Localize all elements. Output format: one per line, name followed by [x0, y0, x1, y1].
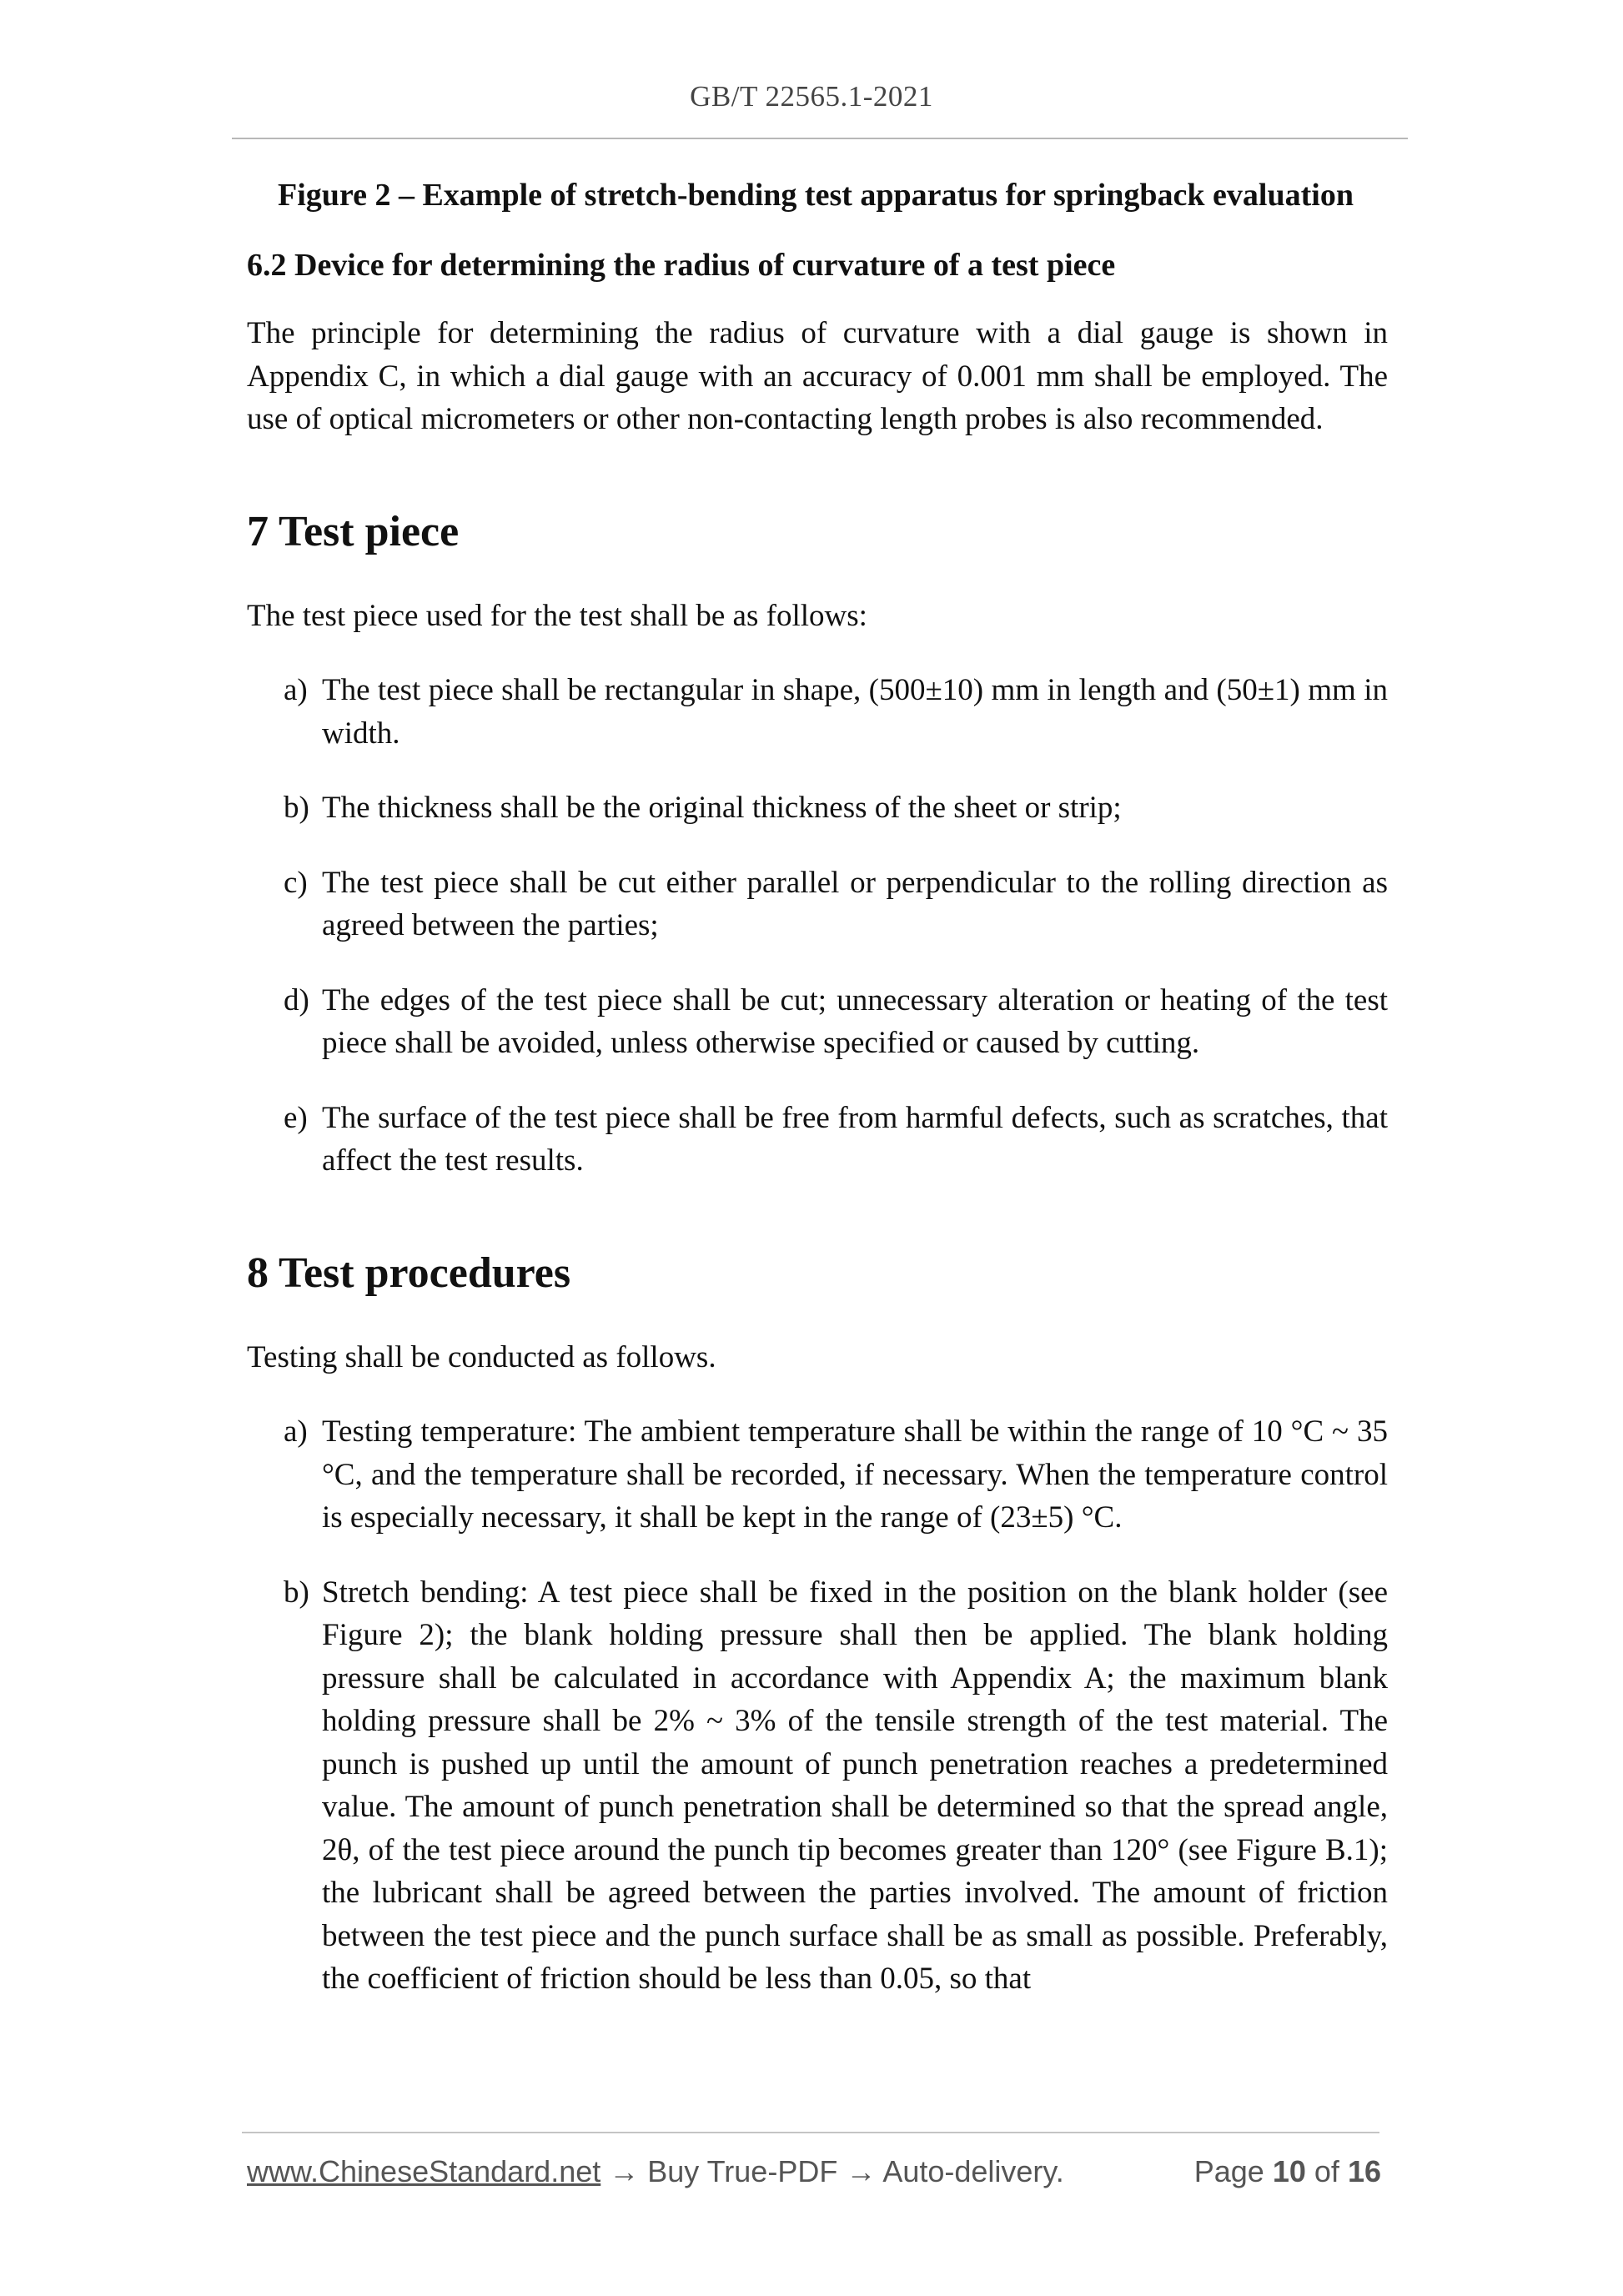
page-number: 10: [1272, 2154, 1306, 2188]
list-item-text: The surface of the test piece shall be free from harmful defects, such as scratches, that affect the test results.: [322, 1100, 1388, 1178]
footer-divider: [242, 2132, 1379, 2133]
spacer: [247, 1214, 1388, 1244]
footer-tagline: → Buy True-PDF → Auto-delivery.: [600, 2154, 1064, 2188]
list-item-text: The test piece shall be rectangular in shape, (500±10) mm in length and (50±1) mm in width.: [322, 673, 1388, 751]
footer-left: [247, 2154, 1064, 2189]
list-item-text: Stretch bending: A test piece shall be fixed in the position on the blank holder (see Figure 2); the blank holding pressure shall then be applied. The blank holding pressure shall be calculated in accordance with Appendix A; the maximum blank holding pressure shall be 2% ~ 3% of the tensile strength of the test material. The punch is pushed up until the amount of punch penetration reaches a predetermined value. The amount of punch penetration shall be determined so that the spread angle, 2θ, of the test piece around the punch tip becomes greater than 120° (see Figure B.1); the lubricant shall be agreed between the parties involved. The amount of friction between the test piece and the punch surface shall be as small as possible. Preferably, the coefficient of friction should be less than 0.05, so that: [322, 1575, 1388, 1996]
of-label: of: [1314, 2154, 1339, 2188]
list-marker: a): [284, 1414, 308, 1449]
section-7-intro: The test piece used for the test shall be as follows:: [247, 598, 867, 633]
page-label: Page: [1193, 2154, 1264, 2188]
list-item-text: The thickness shall be the original thickness of the sheet or strip;: [322, 791, 1122, 825]
list-item-text: The edges of the test piece shall be cut; unnecessary alteration or heating of the test piece shall be avoided, unless otherwise specified or caused by cutting.: [322, 982, 1388, 1060]
figure-caption: Figure 2 – Example of stretch-bending test apparatus for springback evaluation: [278, 178, 1354, 213]
section-heading-7: 7 Test piece: [247, 507, 460, 555]
list-marker: d): [284, 982, 309, 1017]
page-header-title: GB/T 22565.1-2021: [690, 80, 933, 113]
list-item-text: The test piece shall be cut either parallel or perpendicular to the rolling direction as agreed between the parties;: [322, 865, 1388, 942]
list-item: [284, 1410, 1388, 1540]
section-heading-8: 8 Test procedures: [247, 1248, 571, 1297]
subsection-heading-6-2: 6.2 Device for determining the radius of curvature of a test piece: [247, 248, 1116, 283]
list-marker: e): [284, 1100, 308, 1135]
document-body: [247, 172, 1388, 2032]
list-marker: c): [284, 865, 308, 900]
list-marker: a): [284, 673, 308, 707]
header-divider: [232, 138, 1408, 139]
total-pages: 16: [1347, 2154, 1381, 2188]
section-8-intro: Testing shall be conducted as follows.: [247, 1339, 716, 1374]
spacer: [247, 473, 1388, 503]
list-item: [284, 1571, 1388, 2001]
list-item-text: Testing temperature: The ambient temperature shall be within the range of 10 °C ~ 35 °C, and the temperature shall be recorded, if necessary. When the temperature control is especially necessary, it shall be kept in the range of (23±5) °C.: [322, 1414, 1388, 1535]
list-item: [284, 786, 1388, 830]
list-marker: b): [284, 1575, 309, 1610]
list-marker: b): [284, 791, 309, 825]
list-item: [284, 862, 1388, 947]
paragraph-6-2: The principle for determining the radius of curvature with a dial gauge is shown in Appendix C, in which a dial gauge with an accuracy of 0.001 mm shall be employed. The use of optical micrometers or other non-contacting length probes is also recommended.: [247, 316, 1388, 436]
page-footer: [247, 2154, 1381, 2189]
list-item: [284, 979, 1388, 1065]
website-link[interactable]: www.ChineseStandard.net: [247, 2154, 601, 2188]
list-item: [284, 1097, 1388, 1183]
list-item: [284, 669, 1388, 755]
page-indicator: [1194, 2154, 1381, 2189]
